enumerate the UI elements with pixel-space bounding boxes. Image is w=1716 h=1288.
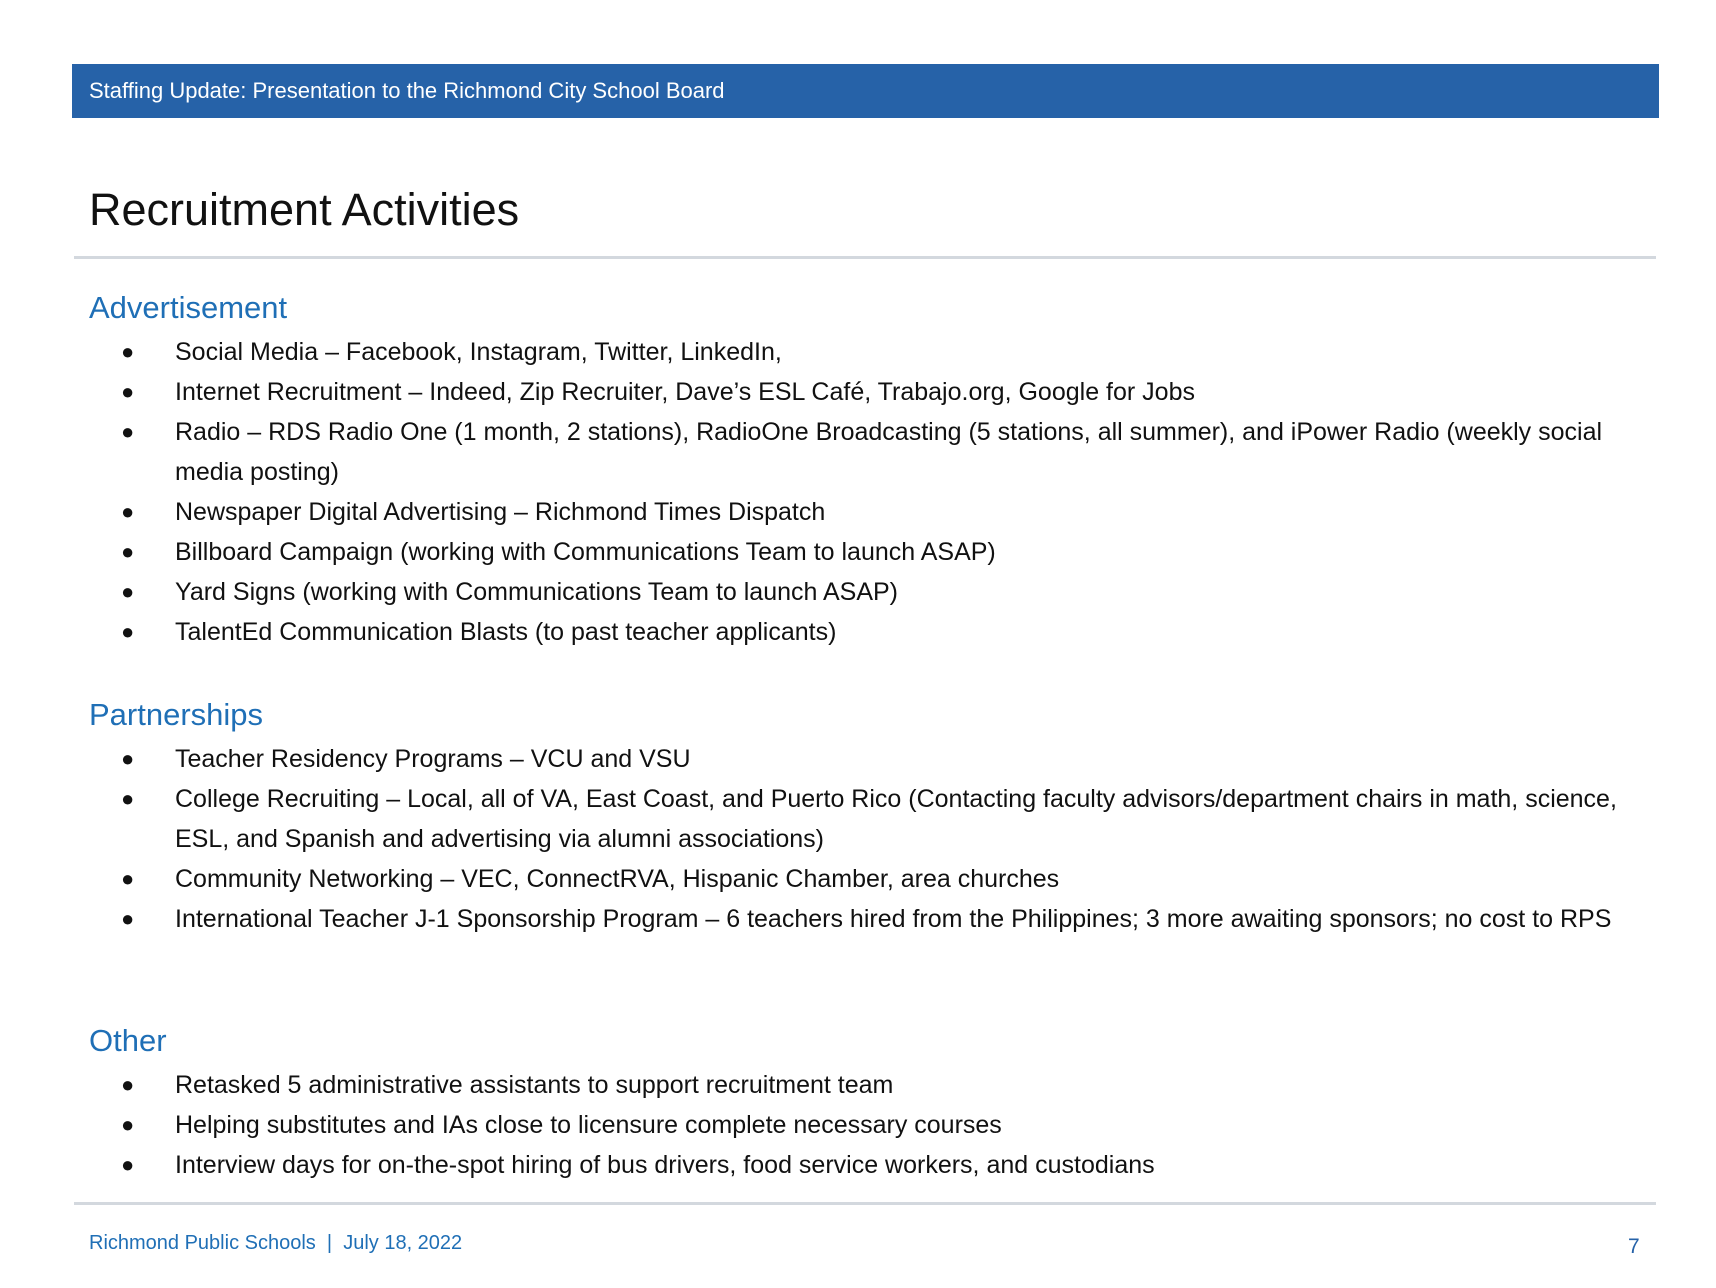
section-heading: Other: [89, 1023, 167, 1058]
list-item: [89, 1145, 1659, 1185]
list-item-text: Newspaper Digital Advertising – Richmond Times Dispatch: [175, 498, 826, 526]
list-item: [89, 739, 1659, 779]
bullet-icon: ●: [121, 866, 135, 891]
section-heading: Advertisement: [89, 290, 288, 325]
bullet-icon: ●: [121, 499, 135, 524]
list-item: [89, 372, 1659, 412]
bullet-icon: ●: [121, 339, 135, 364]
list-item: [89, 1065, 1659, 1105]
footer-org-date: Richmond Public Schools | July 18, 2022: [89, 1232, 463, 1254]
bullet-icon: ●: [121, 1152, 135, 1177]
bullet-icon: ●: [121, 619, 135, 644]
bullet-list: [89, 739, 1659, 939]
title-divider: [74, 256, 1656, 259]
list-item-text: Social Media – Facebook, Instagram, Twitter, LinkedIn,: [175, 338, 782, 366]
list-item-text: Helping substitutes and IAs close to licensure complete necessary courses: [175, 1111, 1002, 1139]
section-partnerships: [89, 695, 1659, 939]
bullet-icon: ●: [121, 379, 135, 404]
list-item-text: Interview days for on-the-spot hiring of bus drivers, food service workers, and custodians: [175, 1151, 1155, 1179]
list-item: [89, 412, 1659, 492]
bullet-list: [89, 332, 1659, 652]
list-item: [89, 492, 1659, 532]
header-banner: Staffing Update: Presentation to the Richmond City School Board: [72, 64, 1659, 118]
list-item-text: Internet Recruitment – Indeed, Zip Recruiter, Dave’s ESL Café, Trabajo.org, Google for Jobs: [175, 378, 1195, 406]
section-advertisement: [89, 288, 1659, 652]
bullet-icon: ●: [121, 786, 135, 811]
list-item: [89, 779, 1659, 859]
list-item-text: Yard Signs (working with Communications Team to launch ASAP): [175, 578, 899, 606]
bullet-icon: ●: [121, 419, 135, 444]
list-item-text: College Recruiting – Local, all of VA, East Coast, and Puerto Rico (Contacting faculty advisors/department chairs in math, science, ESL, and Spanish and advertising via alumni associations): [175, 785, 1617, 853]
list-item-text: TalentEd Communication Blasts (to past teacher applicants): [175, 618, 837, 646]
page-number: 7: [1628, 1235, 1640, 1258]
bullet-icon: ●: [121, 746, 135, 771]
list-item-text: Radio – RDS Radio One (1 month, 2 stations), RadioOne Broadcasting (5 stations, all summer), and iPower Radio (weekly social media posting): [175, 418, 1603, 486]
list-item: [89, 332, 1659, 372]
list-item-text: Retasked 5 administrative assistants to support recruitment team: [175, 1071, 894, 1099]
page-title: Recruitment Activities: [89, 184, 520, 235]
section-other: [89, 1021, 1659, 1185]
list-item-text: Community Networking – VEC, ConnectRVA, Hispanic Chamber, area churches: [175, 865, 1060, 893]
list-item: [89, 532, 1659, 572]
bullet-list: [89, 1065, 1659, 1185]
bullet-icon: ●: [121, 1072, 135, 1097]
bullet-icon: ●: [121, 1112, 135, 1137]
list-item-text: Billboard Campaign (working with Communications Team to launch ASAP): [175, 538, 996, 566]
list-item: [89, 899, 1659, 939]
bullet-icon: ●: [121, 906, 135, 931]
list-item: [89, 612, 1659, 652]
footer-divider: [74, 1202, 1656, 1205]
section-heading: Partnerships: [89, 697, 264, 732]
list-item-text: International Teacher J-1 Sponsorship Program – 6 teachers hired from the Philippines; 3 more awaiting sponsors; no cost to RPS: [175, 905, 1612, 933]
list-item: [89, 1105, 1659, 1145]
list-item: [89, 859, 1659, 899]
bullet-icon: ●: [121, 539, 135, 564]
list-item-text: Teacher Residency Programs – VCU and VSU: [175, 745, 691, 773]
bullet-icon: ●: [121, 579, 135, 604]
list-item: [89, 572, 1659, 612]
